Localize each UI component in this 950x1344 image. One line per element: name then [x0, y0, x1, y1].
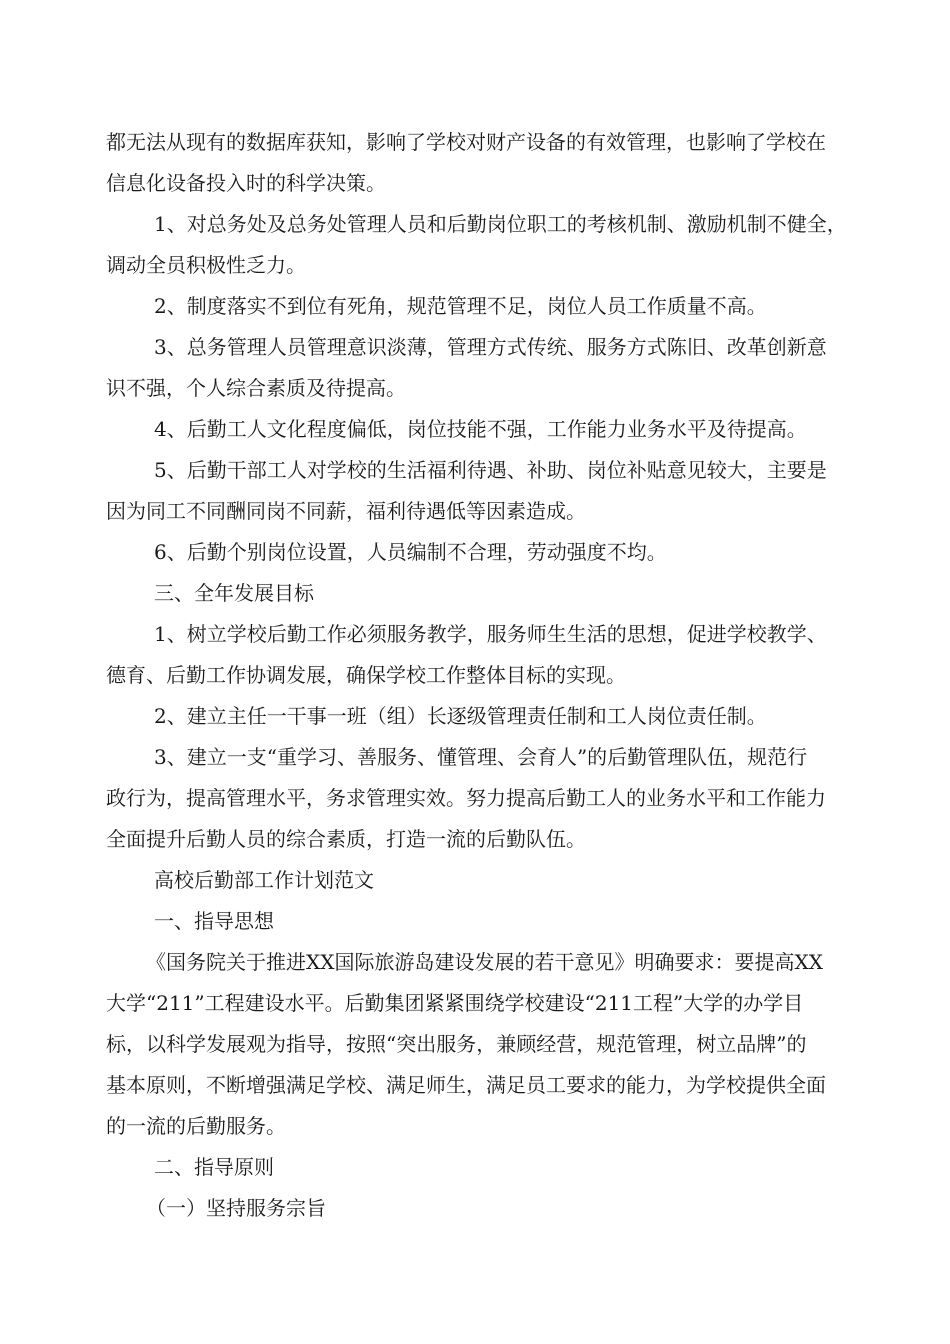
text-line: 都无法从现有的数据库获知，影响了学校对财产设备的有效管理，也影响了学校在: [106, 130, 826, 154]
text-line: 基本原则，不断增强满足学校、满足师生，满足员工要求的能力，为学校提供全面: [106, 1073, 826, 1097]
text-line: 1、对总务处及总务处管理人员和后勤岗位职工的考核机制、激励机制不健全，: [154, 212, 847, 236]
text-line: 调动全员积极性乏力。: [106, 253, 306, 277]
text-line: 5、后勤干部工人对学校的生活福利待遇、补助、岗位补贴意见较大，主要是: [154, 458, 827, 482]
section-heading: 三、全年发展目标: [154, 581, 314, 605]
text-line: 信息化设备投入时的科学决策。: [106, 171, 386, 195]
text-line: 识不强，个人综合素质及待提高。: [106, 376, 406, 400]
text-line: 标，以科学发展观为指导，按照“突出服务，兼顾经营，规范管理，树立品牌”的: [106, 1032, 807, 1056]
text-line: 德育、后勤工作协调发展，确保学校工作整体目标的实现。: [106, 663, 626, 687]
subsection-heading: （一）坚持服务宗旨: [146, 1196, 326, 1220]
text-line: 1、树立学校后勤工作必须服务教学，服务师生生活的思想，促进学校教学、: [154, 622, 827, 646]
text-line: 2、制度落实不到位有死角，规范管理不足，岗位人员工作质量不高。: [154, 294, 767, 318]
text-line: 6、后勤个别岗位设置，人员编制不合理，劳动强度不均。: [154, 540, 667, 564]
section-heading: 一、指导思想: [154, 909, 274, 933]
text-line: 因为同工不同酬同岗不同薪，福利待遇低等因素造成。: [106, 499, 586, 523]
text-line: 大学“211”工程建设水平。后勤集团紧紧围绕学校建设“211工程”大学的办学目: [106, 991, 804, 1015]
text-line: 政行为，提高管理水平，务求管理实效。努力提高后勤工人的业务水平和工作能力: [106, 786, 826, 810]
document-title: 高校后勤部工作计划范文: [154, 868, 374, 892]
text-line: 2、建立主任一干事一班（组）长逐级管理责任制和工人岗位责任制。: [154, 704, 767, 728]
section-heading: 二、指导原则: [154, 1155, 274, 1179]
text-line: 全面提升后勤人员的综合素质，打造一流的后勤队伍。: [106, 827, 586, 851]
text-line: 3、总务管理人员管理意识淡薄，管理方式传统、服务方式陈旧、改革创新意: [154, 335, 827, 359]
text-line: 4、后勤工人文化程度偏低，岗位技能不强，工作能力业务水平及待提高。: [154, 417, 807, 441]
text-line: 的一流的后勤服务。: [106, 1114, 286, 1138]
text-line: 3、建立一支“重学习、善服务、懂管理、会育人”的后勤管理队伍，规范行: [154, 745, 808, 769]
text-line: 《国务院关于推进XX国际旅游岛建设发展的若干意见》明确要求：要提高XX: [146, 950, 823, 974]
